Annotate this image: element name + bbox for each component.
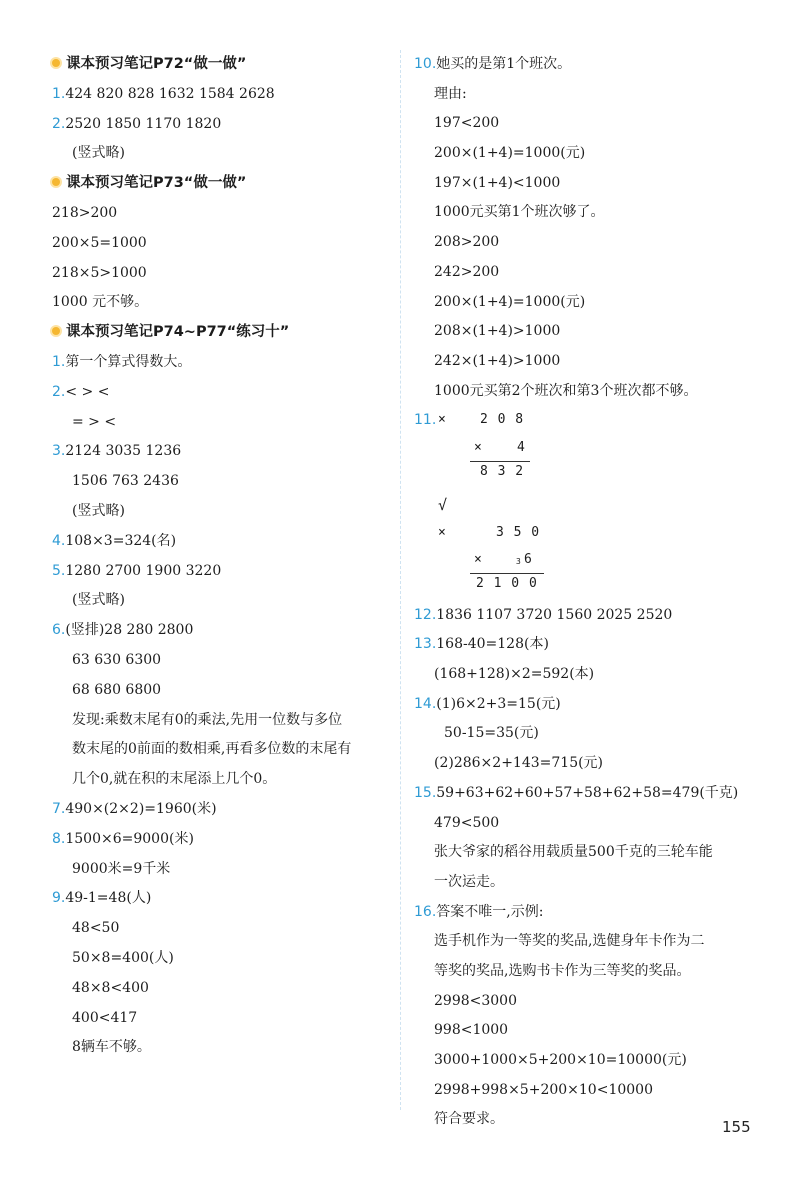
section-heading-p72: 课本预习笔记P72“做一做” [52, 50, 392, 80]
exercise-7: 7.490×(2×2)=1960(米) [52, 800, 217, 817]
left-column [52, 50, 392, 1063]
bullet-dot-icon [52, 59, 60, 67]
exercise-16-line: 3000+1000×5+200×10=10000(元) [434, 1052, 687, 1068]
exercise-6-finding: 数末尾的0前面的数相乘,再看多位数的末尾有 [72, 741, 352, 758]
exercise-16-line: 选手机作为一等奖的奖品,选健身年卡作为二 [434, 933, 705, 950]
exercise-2-line2: = > < [72, 413, 117, 430]
exercise-10-line: 200×(1+4)=1000(元) [434, 145, 586, 162]
exercise-16-line: 2998<3000 [434, 992, 517, 1009]
exercise-9: 9.49-1=48(人) [52, 890, 152, 907]
exercise-6-line2: 63 630 6300 [72, 651, 162, 668]
exercise-2: 2.< > < [52, 383, 110, 400]
exercise-15: 15.59+63+62+60+57+58+62+58=479(千克) [414, 784, 739, 801]
exercise-15-line4: 一次运走。 [434, 873, 504, 890]
exercise-16-line: 2998+998×5+200×10<10000 [434, 1081, 653, 1098]
exercise-12: 12.1836 1107 3720 1560 2025 2520 [414, 606, 673, 623]
exercise-5-note: (竖式略) [72, 592, 125, 609]
exercise-9-line: 8辆车不够。 [72, 1039, 151, 1056]
exercise-6-line3: 68 680 6800 [72, 681, 162, 698]
exercise-8-line2: 9000米=9千米 [72, 860, 171, 877]
p73-line: 200×5=1000 [52, 234, 147, 251]
exercise-11-multiplier2: × 3 6 [414, 547, 784, 577]
exercise-13: 13.168-40=128(本) [414, 636, 549, 653]
calc-rule [470, 461, 530, 462]
exercise-3: 3.2124 3035 1236 [52, 443, 182, 460]
exercise-15-line2: 479<500 [434, 814, 500, 831]
exercise-11-result2: 2 1 0 0 [476, 575, 538, 591]
exercise-14-line2: 50-15=35(元) [444, 725, 539, 742]
exercise-16-line: 符合要求。 [434, 1111, 504, 1128]
exercise-8: 8.1500×6=9000(米) [52, 830, 194, 847]
exercise-14: 14.(1)6×2+3=15(元) [414, 695, 561, 712]
answer-2: 2.2520 1850 1170 1820 [52, 115, 222, 132]
exercise-10-line: 208>200 [434, 234, 500, 251]
exercise-6: 6.(竖排)28 280 2800 [52, 622, 194, 639]
exercise-11-multiplier1: × 4 [414, 436, 784, 466]
exercise-4: 4.108×3=324(名) [52, 532, 177, 549]
exercise-9-line: 48<50 [72, 920, 120, 937]
exercise-10-line: 242×(1+4)>1000 [434, 352, 561, 369]
exercise-14-line3: (2)286×2+143=715(元) [434, 755, 604, 772]
exercise-11-row2: √ [438, 495, 448, 514]
exercise-10-line: 197<200 [434, 115, 500, 132]
page-number: 155 [722, 1118, 751, 1136]
exercise-6-finding: 几个0,就在积的末尾添上几个0。 [72, 771, 277, 788]
exercise-10-line: 242>200 [434, 263, 500, 280]
exercise-10-line: 200×(1+4)=1000(元) [434, 293, 586, 310]
p73-line: 218>200 [52, 204, 118, 221]
exercise-16-line: 998<1000 [434, 1022, 509, 1039]
exercise-10-line: 1000元买第2个班次和第3个班次都不够。 [434, 382, 698, 399]
right-column [414, 50, 784, 1135]
section-heading-p74-77: 课本预习笔记P74~P77“练习十” [52, 318, 392, 348]
exercise-5: 5.1280 2700 1900 3220 [52, 562, 222, 579]
bullet-dot-icon [52, 327, 60, 335]
calc-rule [470, 573, 544, 574]
exercise-16-line: 等奖的奖品,选购书卡作为三等奖的奖品。 [434, 962, 691, 979]
exercise-1: 1.第一个算式得数大。 [52, 353, 192, 370]
section-heading-p73: 课本预习笔记P73“做一做” [52, 169, 392, 199]
bullet-dot-icon [52, 178, 60, 186]
exercise-3-line2: 1506 763 2436 [72, 473, 179, 490]
exercise-10-line: 197×(1+4)<1000 [434, 174, 561, 191]
exercise-6-finding: 发现:乘数末尾有0的乘法,先用一位数与多位 [72, 711, 343, 728]
exercise-11-result1: 8 3 2 [480, 463, 525, 479]
exercise-16: 16.答案不唯一,示例: [414, 903, 544, 920]
exercise-3-note: (竖式略) [72, 502, 125, 519]
answer-2-note: (竖式略) [72, 145, 125, 162]
column-divider [400, 50, 401, 1110]
exercise-10-line: 1000元买第1个班次够了。 [434, 204, 605, 221]
answer-1: 1.424 820 828 1632 1584 2628 [52, 85, 275, 102]
exercise-13-line2: (168+128)×2=592(本) [434, 666, 595, 683]
exercise-11-row1: 11. × 2 0 8 [414, 412, 525, 429]
exercise-11-row3: × 3 5 0 [438, 525, 541, 541]
exercise-15-line3: 张大爷家的稻谷用载质量500千克的三轮车能 [434, 844, 713, 861]
exercise-9-line: 400<417 [72, 1009, 138, 1026]
p73-line: 1000 元不够。 [52, 294, 149, 311]
exercise-10-line: 理由: [434, 85, 467, 102]
exercise-10-line: 208×(1+4)>1000 [434, 323, 561, 340]
exercise-9-line: 50×8=400(人) [72, 949, 174, 966]
exercise-10: 10.她买的是第1个班次。 [414, 56, 572, 72]
exercise-9-line: 48×8<400 [72, 979, 149, 996]
p73-line: 218×5>1000 [52, 264, 147, 281]
